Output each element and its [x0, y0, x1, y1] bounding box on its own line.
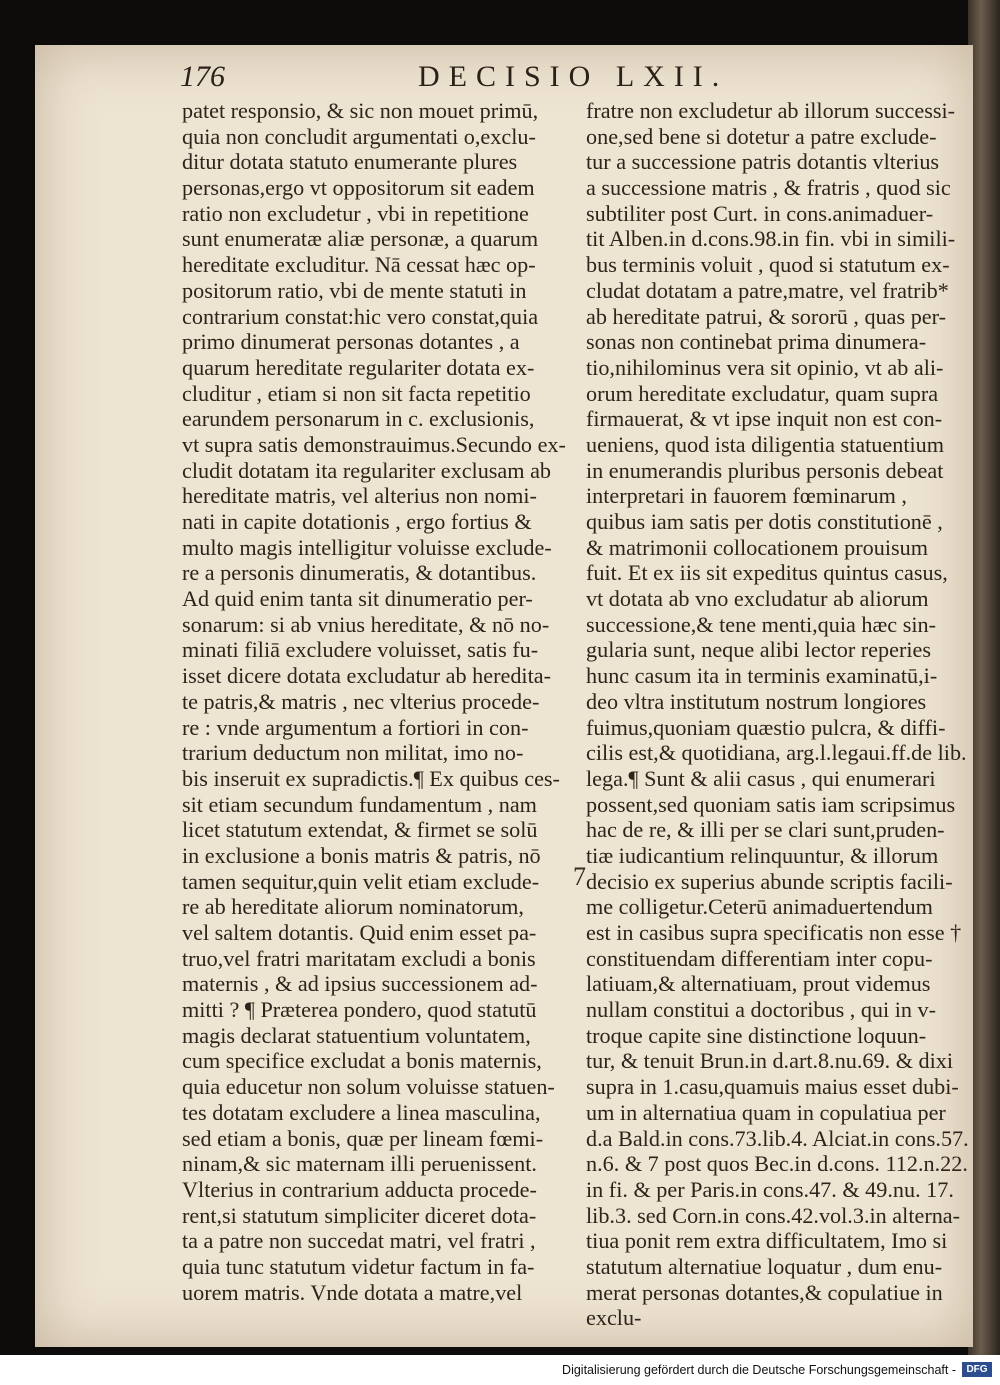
text-line: truo,vel fratri maritatam excludi a bonis [182, 945, 536, 971]
text-line: mitti ? ¶ Præterea pondero, quod statutū [182, 997, 537, 1023]
text-line: supra in 1.casu,quamuis maius esset dubi- [586, 1074, 959, 1100]
text-line: quia non concludit argumentati o,exclu- [182, 123, 536, 149]
text-line: d.a Bald.in cons.73.lib.4. Alciat.in cons.57. [586, 1125, 969, 1151]
text-line: fratre non excludetur ab illorum successi- [586, 98, 956, 123]
text-line: possent,sed quoniam satis iam scripsimus [586, 791, 956, 817]
text-line: quia educetur non solum voluisse statuen- [182, 1074, 555, 1100]
text-line: deo vltra institutum nostrum longiores [586, 688, 927, 714]
text-line: primo dinumerat personas dotantes , a [182, 329, 520, 355]
text-line: ratio non excludetur , vbi in repetitione [182, 200, 529, 226]
text-line: hunc casum ita in terminis examinatū,i- [586, 663, 938, 689]
text-line: quibus iam satis per dotis constitutionē , [586, 509, 943, 534]
text-line: constituendam differentiam inter copu- [586, 945, 933, 971]
text-line: one,sed bene si dotetur a patre exclude- [586, 123, 937, 149]
text-line: vel saltem dotantis. Quid enim esset pa- [182, 920, 537, 945]
text-line: tiæ iudicantium relinquuntur, & illorum [586, 842, 939, 868]
text-line: ninam,& sic maternam illi peruenissent. [182, 1151, 537, 1177]
text-line: cluditur , etiam si non sit facta repetitio [182, 380, 531, 406]
text-line: in enumerandis pluribus personis debeat [586, 457, 944, 483]
text-line: in exclusione a bonis matris & patris, nō [182, 842, 541, 868]
text-line: bus terminis voluit , quod si statutum ex- [586, 252, 950, 278]
text-line: sed etiam a bonis, quæ per lineam fœmi- [182, 1125, 544, 1151]
text-line: cum specifice excludat a bonis maternis, [182, 1048, 542, 1074]
text-line: hereditate matris, vel alterius non nomi- [182, 483, 537, 509]
text-line: rent,si statutum simpliciter diceret dota- [182, 1202, 537, 1228]
text-line: sit etiam secundum fundamentum , nam [182, 791, 537, 817]
text-line: est in casibus supra specificatis non esse † [586, 920, 962, 945]
text-line: magis declarat statuentium voluntatem, [182, 1022, 531, 1048]
text-line: gularia sunt, neque alibi lector reperies [586, 637, 932, 663]
text-line: hac de re, & illi per se clari sunt,pruden- [586, 817, 945, 843]
text-line: tit Alben.in d.cons.98.in fin. vbi in simili- [586, 226, 956, 252]
text-line: n.6. & 7 post quos Bec.in d.cons. 112.n.22. [586, 1151, 968, 1177]
text-line: positorum ratio, vbi de mente statuti in [182, 277, 527, 303]
text-line: tamen sequitur,quin velit etiam exclude- [182, 868, 540, 894]
text-line: lega.¶ Sunt & alii casus , qui enumerari [586, 765, 936, 791]
left-text-column [182, 98, 566, 1305]
text-line: nullam constitui a doctoribus , qui in v- [586, 997, 937, 1023]
text-line: isset dicere dotata excludatur ab heredita- [182, 663, 551, 689]
text-line: ab hereditate patrui, & sororū , quas per- [586, 303, 946, 329]
text-line: earundem personarum in c. exclusionis, [182, 406, 535, 432]
text-line: ta a patre non succedat matri, vel fratri , [182, 1228, 536, 1254]
text-line: multo magis intelligitur voluisse exclude- [182, 534, 552, 560]
text-line: re : vnde argumentum a fortiori in con- [182, 714, 529, 740]
text-line: trarium deductum non militat, imo no- [182, 740, 524, 766]
text-line: patet responsio, & sic non mouet primū, [182, 98, 539, 123]
text-line: tiua ponit rem extra difficultatem, Imo si [586, 1228, 948, 1254]
text-line: subtiliter post Curt. in cons.animaduer- [586, 200, 934, 226]
text-line: personas,ergo vt oppositorum sit eadem [182, 175, 535, 201]
text-line: re a personis dinumeratis, & dotantibus. [182, 560, 537, 586]
text-line: decisio ex superius abunde scriptis facili- [586, 868, 953, 894]
text-line: successione,& tene menti,quia hæc sin- [586, 611, 936, 637]
text-line: te patris,& matris , nec vlterius procede- [182, 688, 540, 714]
text-line: cludat dotatam a patre,matre, vel fratrib* [586, 277, 949, 303]
text-line: in fi. & per Paris.in cons.47. & 49.nu. 17. [586, 1176, 954, 1202]
text-line: uorem matris. Vnde dotata a matre,vel [182, 1279, 523, 1305]
text-line: fuimus,quoniam quæstio pulcra, & diffi- [586, 714, 946, 740]
text-line: minati filiā excludere voluisset, satis fu- [182, 637, 539, 663]
text-line: merat personas dotantes,& copulatiue in [586, 1279, 943, 1305]
text-line: me colligetur.Ceterū animaduertendum [586, 894, 933, 920]
page-number: 176 [180, 60, 225, 93]
text-line: tur, & tenuit Brun.in d.art.8.nu.69. & dixi [586, 1048, 954, 1074]
text-line: tes dotatam excludere a linea masculina, [182, 1099, 541, 1125]
text-line: licet statutum extendat, & firmet se solū [182, 817, 538, 843]
text-line: sonas non continebat prima dinumera- [586, 329, 927, 355]
text-line: vt supra satis demonstrauimus.Secundo ex- [182, 431, 566, 457]
dfg-logo: DFG [962, 1362, 992, 1377]
running-head: DECISIO LXII. [418, 60, 729, 93]
text-line: latiuam,& alternatiuam, prout videmus [586, 971, 931, 997]
text-line: bis inseruit ex supradictis.¶ Ex quibus ces- [182, 765, 560, 791]
text-line: um in alternatiua quam in copulatiua per [586, 1099, 946, 1125]
text-line: vt dotata ab vno excludatur ab aliorum [586, 586, 929, 612]
text-line: & matrimonii collocationem prouisum [586, 534, 928, 560]
text-line: re ab hereditate aliorum nominatorum, [182, 894, 524, 920]
footer-credit: Digitalisierung gefördert durch die Deutsche Forschungsgemeinschaft - [562, 1363, 956, 1377]
right-text-column [586, 98, 970, 1331]
text-line: cludit dotatam ita regulariter exclusam ab [182, 457, 552, 483]
text-line: firmauerat, & vt ipse inquit non est con- [586, 406, 943, 432]
text-line: interpretari in fauorem fœminarum , [586, 483, 907, 509]
text-line: contrarium constat:hic vero constat,quia [182, 303, 539, 329]
text-line: statutum alternatiue loquatur , dum enu- [586, 1253, 943, 1279]
text-line: tur a successione patris dotantis vlterius [586, 149, 940, 175]
text-line: troque capite sine distinctione loquun- [586, 1022, 927, 1048]
text-line: sonarum: si ab vnius hereditate, & nō no- [182, 611, 550, 637]
text-line: tio,nihilominus vera sit opinio, vt ab ali- [586, 354, 944, 380]
text-line: nati in capite dotationis , ergo fortius & [182, 509, 532, 534]
text-line: fuit. Et ex iis sit expeditus quintus casus, [586, 560, 948, 586]
text-line: a successione matris , & fratris , quod sic [586, 175, 951, 201]
margin-note: 7 [573, 862, 586, 891]
text-line: quarum hereditate regulariter dotata ex- [182, 354, 535, 380]
text-line: maternis , & ad ipsius successionem ad- [182, 971, 538, 997]
text-line: sunt enumeratæ aliæ personæ, a quarum [182, 226, 539, 252]
text-line: exclu- [586, 1305, 642, 1331]
text-line: ditur dotata statuto enumerante plures [182, 149, 518, 175]
text-line: cilis est,& quotidiana, arg.l.legaui.ff.de lib. [586, 740, 967, 766]
text-line: Ad quid enim tanta sit dinumeratio per- [182, 586, 533, 612]
text-line: lib.3. sed Corn.in cons.42.vol.3.in alterna- [586, 1202, 961, 1228]
footer-bar [0, 1355, 1000, 1385]
text-line: quia tunc statutum videtur factum in fa- [182, 1253, 535, 1279]
text-line: orum hereditate excludatur, quam supra [586, 380, 939, 406]
text-line: hereditate excluditur. Nā cessat hæc op- [182, 252, 536, 278]
text-line: Vlterius in contrarium adducta procede- [182, 1176, 537, 1202]
text-line: ueniens, quod ista diligentia statuentium [586, 431, 945, 457]
